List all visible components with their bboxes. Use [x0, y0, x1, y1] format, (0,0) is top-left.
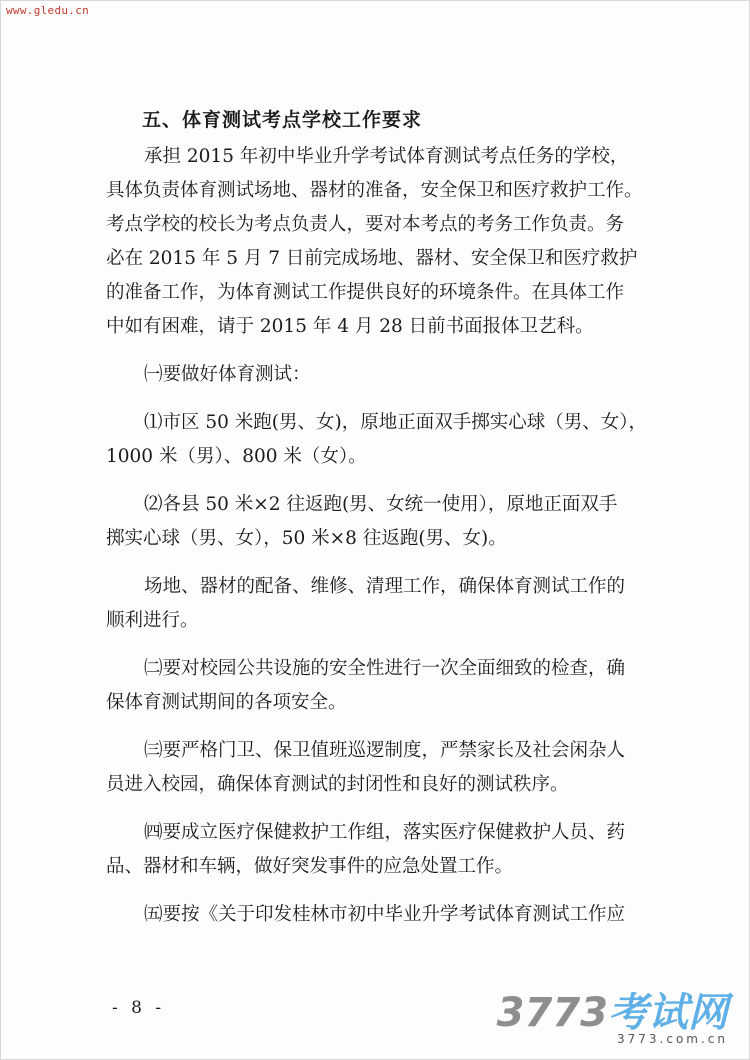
brand-logo-name: 考试网	[608, 990, 728, 1036]
page-number: - 8 -	[112, 998, 166, 1018]
brand-url: 3773.com.cn	[617, 1032, 728, 1046]
body-text	[106, 140, 666, 932]
text-line: 品、器材和车辆，做好突发事件的应急处置工作。	[106, 856, 514, 877]
site-url-watermark: www.gledu.cn	[6, 4, 90, 17]
text-line: 顺利进行。	[106, 610, 199, 631]
text-line: 掷实心球（男、女），50 米×8 往返跑(男、女)。	[106, 528, 507, 549]
text-line: 场地、器材的配备、维修、清理工作，确保体育测试工作的	[144, 576, 626, 597]
text-line: ㈤要按《关于印发桂林市初中毕业升学考试体育测试工作应	[144, 904, 626, 925]
text-line: ㈠要做好体育测试：	[144, 364, 311, 385]
section-heading: 五、体育测试考点学校工作要求	[142, 109, 423, 131]
text-line: ㈢要严格门卫、保卫值班巡逻制度，严禁家长及社会闲杂人	[144, 740, 626, 761]
text-line: ㈡要对校园公共设施的安全性进行一次全面细致的检查，确	[144, 658, 626, 679]
text-line: 承担 2015 年初中毕业升学考试体育测试考点任务的学校，	[144, 146, 629, 167]
text-line: 考点学校的校长为考点负责人，要对本考点的考务工作负责。务	[106, 214, 625, 235]
text-line: ㈣要成立医疗保健救护工作组，落实医疗保健救护人员、药	[144, 822, 626, 843]
brand-watermark	[497, 992, 728, 1046]
text-line: 1000 米（男）、800 米（女）。	[106, 446, 367, 467]
text-line: 必在 2015 年 5 月 7 日前完成场地、器材、安全保卫和医疗救护	[106, 248, 638, 269]
text-line: ⑵各县 50 米×2 往返跑(男、女统一使用），原地正面双手	[144, 494, 618, 515]
text-line: 保体育测试期间的各项安全。	[106, 692, 347, 713]
text-line: 的准备工作，为体育测试工作提供良好的环境条件。在具体工作	[106, 282, 625, 303]
text-line: 员进入校园，确保体育测试的封闭性和良好的测试秩序。	[106, 774, 569, 795]
text-line: 中如有困难，请于 2015 年 4 月 28 日前书面报体卫艺科。	[106, 316, 594, 337]
brand-logo-number: 3773	[496, 990, 608, 1036]
brand-logo	[497, 992, 728, 1034]
text-line: 具体负责体育测试场地、器材的准备，安全保卫和医疗救护工作。	[106, 180, 643, 201]
text-line: ⑴市区 50 米跑(男、女)，原地正面双手掷实心球（男、女），	[144, 412, 647, 433]
